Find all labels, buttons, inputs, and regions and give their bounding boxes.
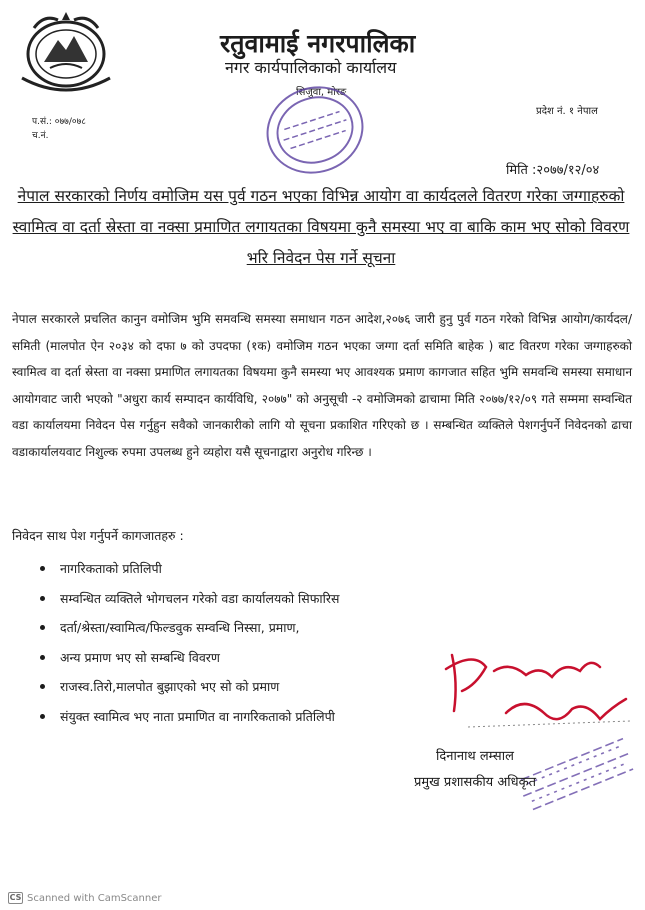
list-item: संयुक्त स्वामित्व भए नाता प्रमाणित वा नागरिकताको प्रतिलिपी [40, 702, 339, 732]
documents-list [40, 554, 339, 731]
list-item: सम्वन्धित व्यक्तिले भोगचलन गरेको वडा कार्यालयको सिफारिस [40, 584, 339, 614]
list-item: नागरिकताको प्रतिलिपी [40, 554, 339, 584]
office-subtitle: नगर कार्यपालिकाको कार्यालय [225, 58, 397, 77]
nepal-emblem-icon [14, 8, 118, 96]
office-name: रतुवामाई नगरपालिका [220, 29, 416, 58]
list-item: राजस्व.तिरो,मालपोत बुझाएको भए सो को प्रमाण [40, 672, 339, 702]
notice-body: नेपाल सरकारले प्रचलित कानुन वमोजिम भुमि समवन्धि समस्या समाधान गठन आदेश,२०७६ जारी हुनु पुर्व गठन गरेको विभिन्न आयोग/कार्यदल/समिती (मालपोत ऐन २०३४ को दफा ७ को उपदफा (१क) वमोजिम गठन भएका जग्गा दर्ता समिति बाहेक ) बाट वितरण गरेका जग्गाहरुको स्वामित्व वा दर्ता स्रेस्ता वा नक्सा प्रमाणित लगायतका विषयमा कुनै समस्या भए आवश्यक प्रमाण कागजात सहित भुमि समवन्धि समस्या समाधान आयोगवाट जारी भएको "अधुरा कार्य सम्पादन कार्यविधि, २०७७" को अनुसूची -२ वमोजिमको ढाचामा मिति २०७७/१२/०९ गते सम्ममा सम्वन्धित वडा कार्यालयमा निवेदन पेस गर्नुहुन सवैको जानकारीको लागि यो सूचना प्रकाशित गरिएको छ । सम्बन्धित व्यक्तिले पेशगर्नुपर्ने निवेदनको ढाचा वडाकार्यालयवाट निशुल्क रुपमा उपलब्ध हुने व्यहोरा यसै सूचनाद्वारा अनुरोध गरिन्छ । [12, 312, 632, 459]
scanner-footer-text: Scanned with CamScanner [27, 892, 162, 904]
dispatch-number: च.नं. [32, 131, 49, 141]
province-label: प्रदेश नं. १ नेपाल [536, 106, 598, 117]
signer-name: दिनानाथ लम्साल [436, 749, 514, 764]
list-item: दर्ता/श्रेस्ता/स्वामित्व/फिल्डवुक सम्वन्धि निस्सा, प्रमाण, [40, 613, 339, 643]
office-stamp-icon [258, 76, 373, 184]
scanner-footer [8, 892, 162, 904]
list-item: अन्य प्रमाण भए सो सम्बन्धि विवरण [40, 643, 339, 673]
notice-date: मिति :२०७७/१२/०४ [506, 163, 600, 178]
camscanner-logo-icon: CS [9, 893, 22, 902]
reference-number: प.सं.: ०७७/०७८ [32, 117, 86, 127]
notice-headline [10, 181, 632, 274]
office-address: सिजुवा, मोरङ [296, 87, 347, 98]
notice-headline-text: नेपाल सरकारको निर्णय वमोजिम यस पुर्व गठन भएका विभिन्न आयोग वा कार्यदलले वितरण गरेका जग्गाहरुको स्वामित्व वा दर्ता स्रेस्ता वा नक्सा प्रमाणित लगायतका विषयमा कुनै समस्या भए वा बाकि काम भए सोको विवरण भरि निवेदन पेस गर्ने सूचना [12, 187, 630, 267]
signer-title: प्रमुख प्रशासकीय अधिकृत [414, 775, 537, 790]
documents-heading: निवेदन साथ पेश गर्नुपर्ने कागजातहरु : [12, 528, 184, 543]
